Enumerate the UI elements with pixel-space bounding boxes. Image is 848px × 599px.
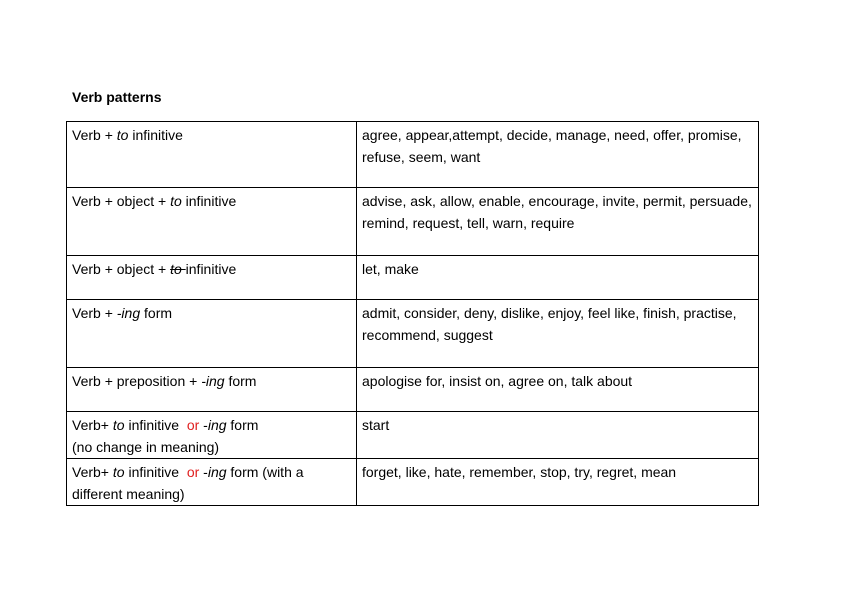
pattern-text: Verb + xyxy=(72,127,117,143)
table-row xyxy=(67,459,759,506)
pattern-text: form xyxy=(224,373,257,389)
pattern-cell xyxy=(67,188,357,256)
examples-cell: agree, appear,attempt, decide, manage, need, offer, promise, refuse, seem, want xyxy=(357,122,759,188)
table-row xyxy=(67,300,759,368)
pattern-italic: to xyxy=(112,417,125,433)
pattern-text: Verb+ xyxy=(72,417,113,433)
page-title: Verb patterns xyxy=(72,89,162,105)
pattern-text: form (with a different meaning) xyxy=(72,464,304,502)
table-row xyxy=(67,368,759,412)
pattern-italic: -ing xyxy=(116,305,141,321)
table-row xyxy=(67,188,759,256)
examples-cell: admit, consider, deny, dislike, enjoy, feel like, finish, practise, recommend, suggest xyxy=(357,300,759,368)
pattern-cell xyxy=(67,256,357,300)
or-highlight: or xyxy=(186,417,200,433)
pattern-cell xyxy=(67,300,357,368)
pattern-italic: ing xyxy=(207,417,227,433)
pattern-text: - xyxy=(199,417,208,433)
pattern-text: Verb + object + xyxy=(72,261,171,277)
pattern-text: infinitive xyxy=(185,261,237,277)
pattern-italic: -ing xyxy=(201,373,225,389)
pattern-italic: to xyxy=(116,127,129,143)
examples-cell: start xyxy=(357,412,759,459)
pattern-text: Verb + preposition + xyxy=(72,373,202,389)
or-highlight: or xyxy=(186,464,200,480)
pattern-text: - xyxy=(199,464,208,480)
examples-cell: advise, ask, allow, enable, encourage, invite, permit, persuade, remind, request, tell, warn, require xyxy=(357,188,759,256)
pattern-text: infinitive xyxy=(128,127,183,143)
pattern-cell xyxy=(67,412,357,459)
pattern-text: infinitive xyxy=(181,193,237,209)
pattern-italic: to xyxy=(112,464,125,480)
verb-patterns-table xyxy=(66,121,759,506)
pattern-cell xyxy=(67,459,357,506)
pattern-struck-to: to xyxy=(170,261,186,277)
pattern-text: Verb+ xyxy=(72,464,113,480)
pattern-text: Verb + object + xyxy=(72,193,171,209)
examples-cell: forget, like, hate, remember, stop, try, regret, mean xyxy=(357,459,759,506)
pattern-text: form xyxy=(226,417,259,433)
table-row xyxy=(67,122,759,188)
pattern-italic: to xyxy=(170,193,182,209)
table-row xyxy=(67,256,759,300)
pattern-text: form xyxy=(140,305,173,321)
pattern-italic: ing xyxy=(207,464,227,480)
pattern-cell xyxy=(67,368,357,412)
table-row xyxy=(67,412,759,459)
pattern-text: infinitive xyxy=(124,464,187,480)
examples-cell: apologise for, insist on, agree on, talk about xyxy=(357,368,759,412)
pattern-text: Verb + xyxy=(72,305,117,321)
pattern-text: infinitive xyxy=(124,417,187,433)
pattern-cell xyxy=(67,122,357,188)
pattern-note: (no change in meaning) xyxy=(72,439,220,455)
examples-cell: let, make xyxy=(357,256,759,300)
